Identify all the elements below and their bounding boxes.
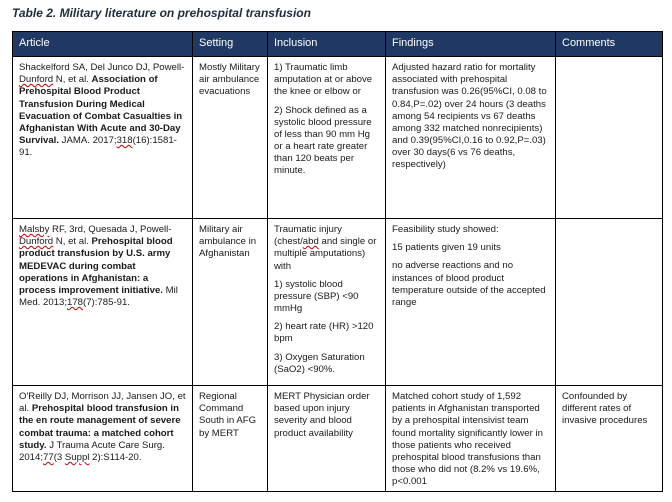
article-title: Association of Prehospital Blood Product Transfusion During Medical Evacuation of Combat Casualties in Afghanistan With Acute and 30-Day Survival. bbox=[19, 74, 183, 147]
table-row bbox=[13, 57, 663, 219]
findings-cell: Feasibility study showed: 15 patients given 19 units no adverse reactions and no instances of blood product temperature outside of the accepted range bbox=[386, 219, 556, 386]
header-comments: Comments bbox=[556, 32, 663, 57]
inclusion-cell: 1) Traumatic limb amputation at or above the knee or elbow or 2) Shock defined as a systolic blood pressure of less than 90 mm Hg or a heart rate greater than 120 beats per minute. bbox=[268, 57, 386, 219]
inclusion-cell: Traumatic injury (chest/abd and single or multiple amputations) with 1) systolic blood pressure (SBP) <90 mmHg 2) heart rate (HR) >120 bpm 3) Oxygen Saturation (SaO2) <90%. bbox=[268, 219, 386, 386]
inclusion-cell: MERT Physician order based upon injury severity and blood product availability bbox=[268, 386, 386, 492]
setting-cell: Regional Command South in AFG by MERT bbox=[193, 386, 268, 492]
header-row bbox=[13, 32, 663, 57]
comments-cell: Confounded by different rates of invasive procedures bbox=[556, 386, 663, 492]
article-title: Prehospital blood transfusion in the en route management of severe combat trauma: a matched cohort study. bbox=[19, 403, 181, 451]
table-row bbox=[13, 386, 663, 492]
setting-cell: Military air ambulance in Afghanistan bbox=[193, 219, 268, 386]
header-findings: Findings bbox=[386, 32, 556, 57]
setting-cell: Mostly Military air ambulance evacuations bbox=[193, 57, 268, 219]
header-setting: Setting bbox=[193, 32, 268, 57]
findings-cell: Matched cohort study of 1,592 patients in Afghanistan transported by a prehospital intensivist team found mortality significantly lower in those patients who received prehospital blood transfusions than those who did not (8.2% vs 19.6%, p<0.001 bbox=[386, 386, 556, 492]
table-row bbox=[13, 219, 663, 386]
article-cell: Shackelford SA, Del Junco DJ, Powell-Dunford N, et al. Association of Prehospital Blood Product Transfusion During Medical Evacuation of Combat Casualties in Afghanistan With Acute and 30-Day Survival. JAMA. 2017;318(16):1581-91. bbox=[13, 57, 193, 219]
findings-cell: Adjusted hazard ratio for mortality associated with prehospital transfusion was 0.26(95%CI, 0.08 to 0.84,P=.02) over 24 hours (3 deaths among 54 recipients vs 67 deaths among 332 matched nonrecipients) and 0.39(95%CI,0.16 to 0.92,P=.03) over 30 days(6 vs 76 deaths, respectively) bbox=[386, 57, 556, 219]
header-article: Article bbox=[13, 32, 193, 57]
comments-cell bbox=[556, 57, 663, 219]
table-caption: Table 2. Military literature on prehospital transfusion bbox=[12, 6, 311, 20]
header-inclusion: Inclusion bbox=[268, 32, 386, 57]
article-cell: O'Reilly DJ, Morrison JJ, Jansen JO, et al. Prehospital blood transfusion in the en route management of severe combat trauma: a matched cohort study. J Trauma Acute Care Surg. 2014;77(3 Suppl 2):S114-20. bbox=[13, 386, 193, 492]
comments-cell bbox=[556, 219, 663, 386]
article-title: Prehospital blood product transfusion by U.S. army MEDEVAC during combat operations in Afghanistan: a process improvement initiative. bbox=[19, 236, 173, 296]
literature-table bbox=[12, 31, 663, 492]
article-cell: Malsby RF, 3rd, Quesada J, Powell-Dunford N, et al. Prehospital blood product transfusion by U.S. army MEDEVAC during combat operations in Afghanistan: a process improvement initiative. Mil Med. 2013;178(7):785-91. bbox=[13, 219, 193, 386]
